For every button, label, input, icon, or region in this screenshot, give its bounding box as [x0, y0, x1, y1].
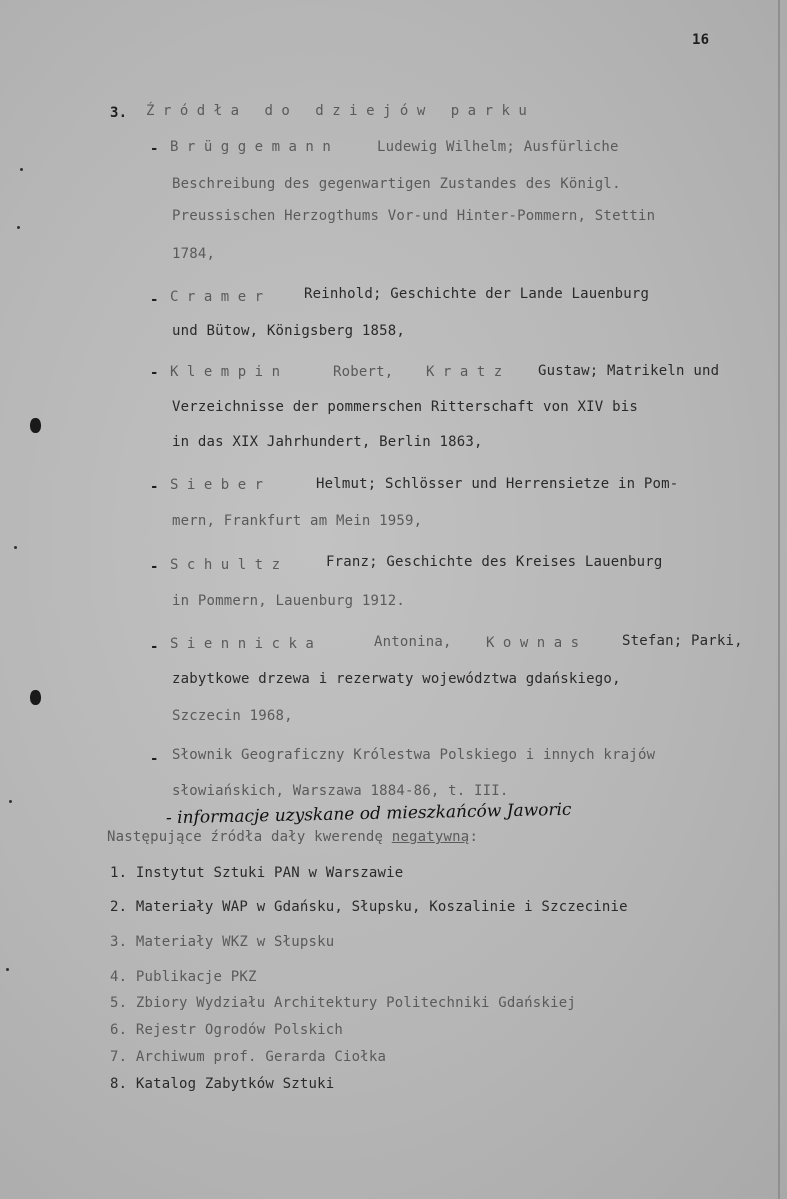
page-number: 16 [692, 32, 710, 48]
negative-source-item: 3. Materiały WKZ w Słupsku [110, 934, 335, 950]
speck [14, 546, 17, 549]
entry-line: mern, Frankfurt am Mein 1959, [172, 513, 423, 529]
page-edge [778, 0, 780, 1199]
entry-dash: - [150, 141, 159, 157]
entry-line: 1784, [172, 246, 216, 262]
entry-line: Verzeichnisse der pommerschen Ritterschaft von XIV bis [172, 399, 638, 415]
entry-dash: - [150, 479, 159, 495]
negative-source-item: 5. Zbiory Wydziału Architektury Politechniki Gdańskiej [110, 995, 576, 1011]
entry-coauthor: Kownas [486, 635, 588, 651]
entry-dash: - [150, 639, 159, 655]
entry-line: Robert, [333, 364, 394, 380]
entry-author: Sieber [170, 477, 272, 493]
entry-line: Stefan; Parki, [622, 633, 743, 649]
negative-source-item: 6. Rejestr Ogrodów Polskich [110, 1022, 343, 1038]
entry-line: zabytkowe drzewa i rezerwaty województwa gdańskiego, [172, 671, 621, 687]
entry-author: Cramer [170, 289, 272, 305]
entry-line: Franz; Geschichte des Kreises Lauenburg [326, 554, 663, 570]
entry-dash: - [150, 292, 159, 308]
entry-line: Szczecin 1968, [172, 708, 293, 724]
negative-intro-end: : [469, 829, 479, 845]
negative-source-item: 2. Materiały WAP w Gdańsku, Słupsku, Koszalinie i Szczecinie [110, 899, 628, 915]
handwritten-note: - informacje uzyskane od mieszkańców Jaworic [165, 799, 572, 829]
negative-source-item: 8. Katalog Zabytków Sztuki [110, 1076, 335, 1092]
entry-line: Antonina, [374, 634, 452, 650]
entry-line: Ludewig Wilhelm; Ausfürliche [377, 139, 619, 155]
entry-line: Beschreibung des gegenwartigen Zustandes des Königl. [172, 176, 621, 192]
speck [9, 800, 12, 803]
punch-hole-bottom [30, 690, 41, 705]
negative-intro [107, 828, 478, 846]
negative-source-item: 4. Publikacje PKZ [110, 969, 257, 985]
entry-line: Gustaw; Matrikeln und [538, 363, 720, 379]
negative-word: negatywną [391, 829, 470, 845]
entry-dash: - [150, 365, 159, 381]
entry-line: słowiańskich, Warszawa 1884-86, t. III. [172, 783, 509, 799]
punch-hole-top [30, 418, 41, 433]
negative-source-item: 1. Instytut Sztuki PAN w Warszawie [110, 865, 404, 881]
entry-line: Helmut; Schlösser und Herrensietze in Pom- [316, 476, 679, 492]
entry-line: und Bütow, Königsberg 1858, [172, 323, 405, 339]
entry-line: Słownik Geograficzny Królestwa Polskiego i innych krajów [172, 747, 656, 763]
entry-coauthor: Kratz [426, 364, 511, 380]
entry-author: Schultz [170, 557, 289, 573]
negative-source-item: 7. Archiwum prof. Gerarda Ciołka [110, 1049, 387, 1065]
entry-author: Klempin [170, 364, 289, 380]
section-number: 3. [110, 105, 128, 121]
section-title: Źródła do dziejów parku [146, 103, 536, 119]
entry-line: in Pommern, Lauenburg 1912. [172, 593, 405, 609]
speck [20, 168, 23, 171]
speck [6, 968, 9, 971]
entry-line: Reinhold; Geschichte der Lande Lauenburg [304, 286, 650, 302]
entry-author: Brüggemann [170, 139, 340, 155]
entry-line: in das XIX Jahrhundert, Berlin 1863, [172, 434, 483, 450]
entry-dash: - [150, 751, 159, 767]
entry-author: Siennicka [170, 636, 323, 652]
entry-line: Preussischen Herzogthums Vor-und Hinter-Pommern, Stettin [172, 208, 656, 224]
negative-intro-text: Następujące źródła dały kwerendę [107, 829, 384, 845]
entry-dash: - [150, 559, 159, 575]
speck [17, 226, 20, 229]
